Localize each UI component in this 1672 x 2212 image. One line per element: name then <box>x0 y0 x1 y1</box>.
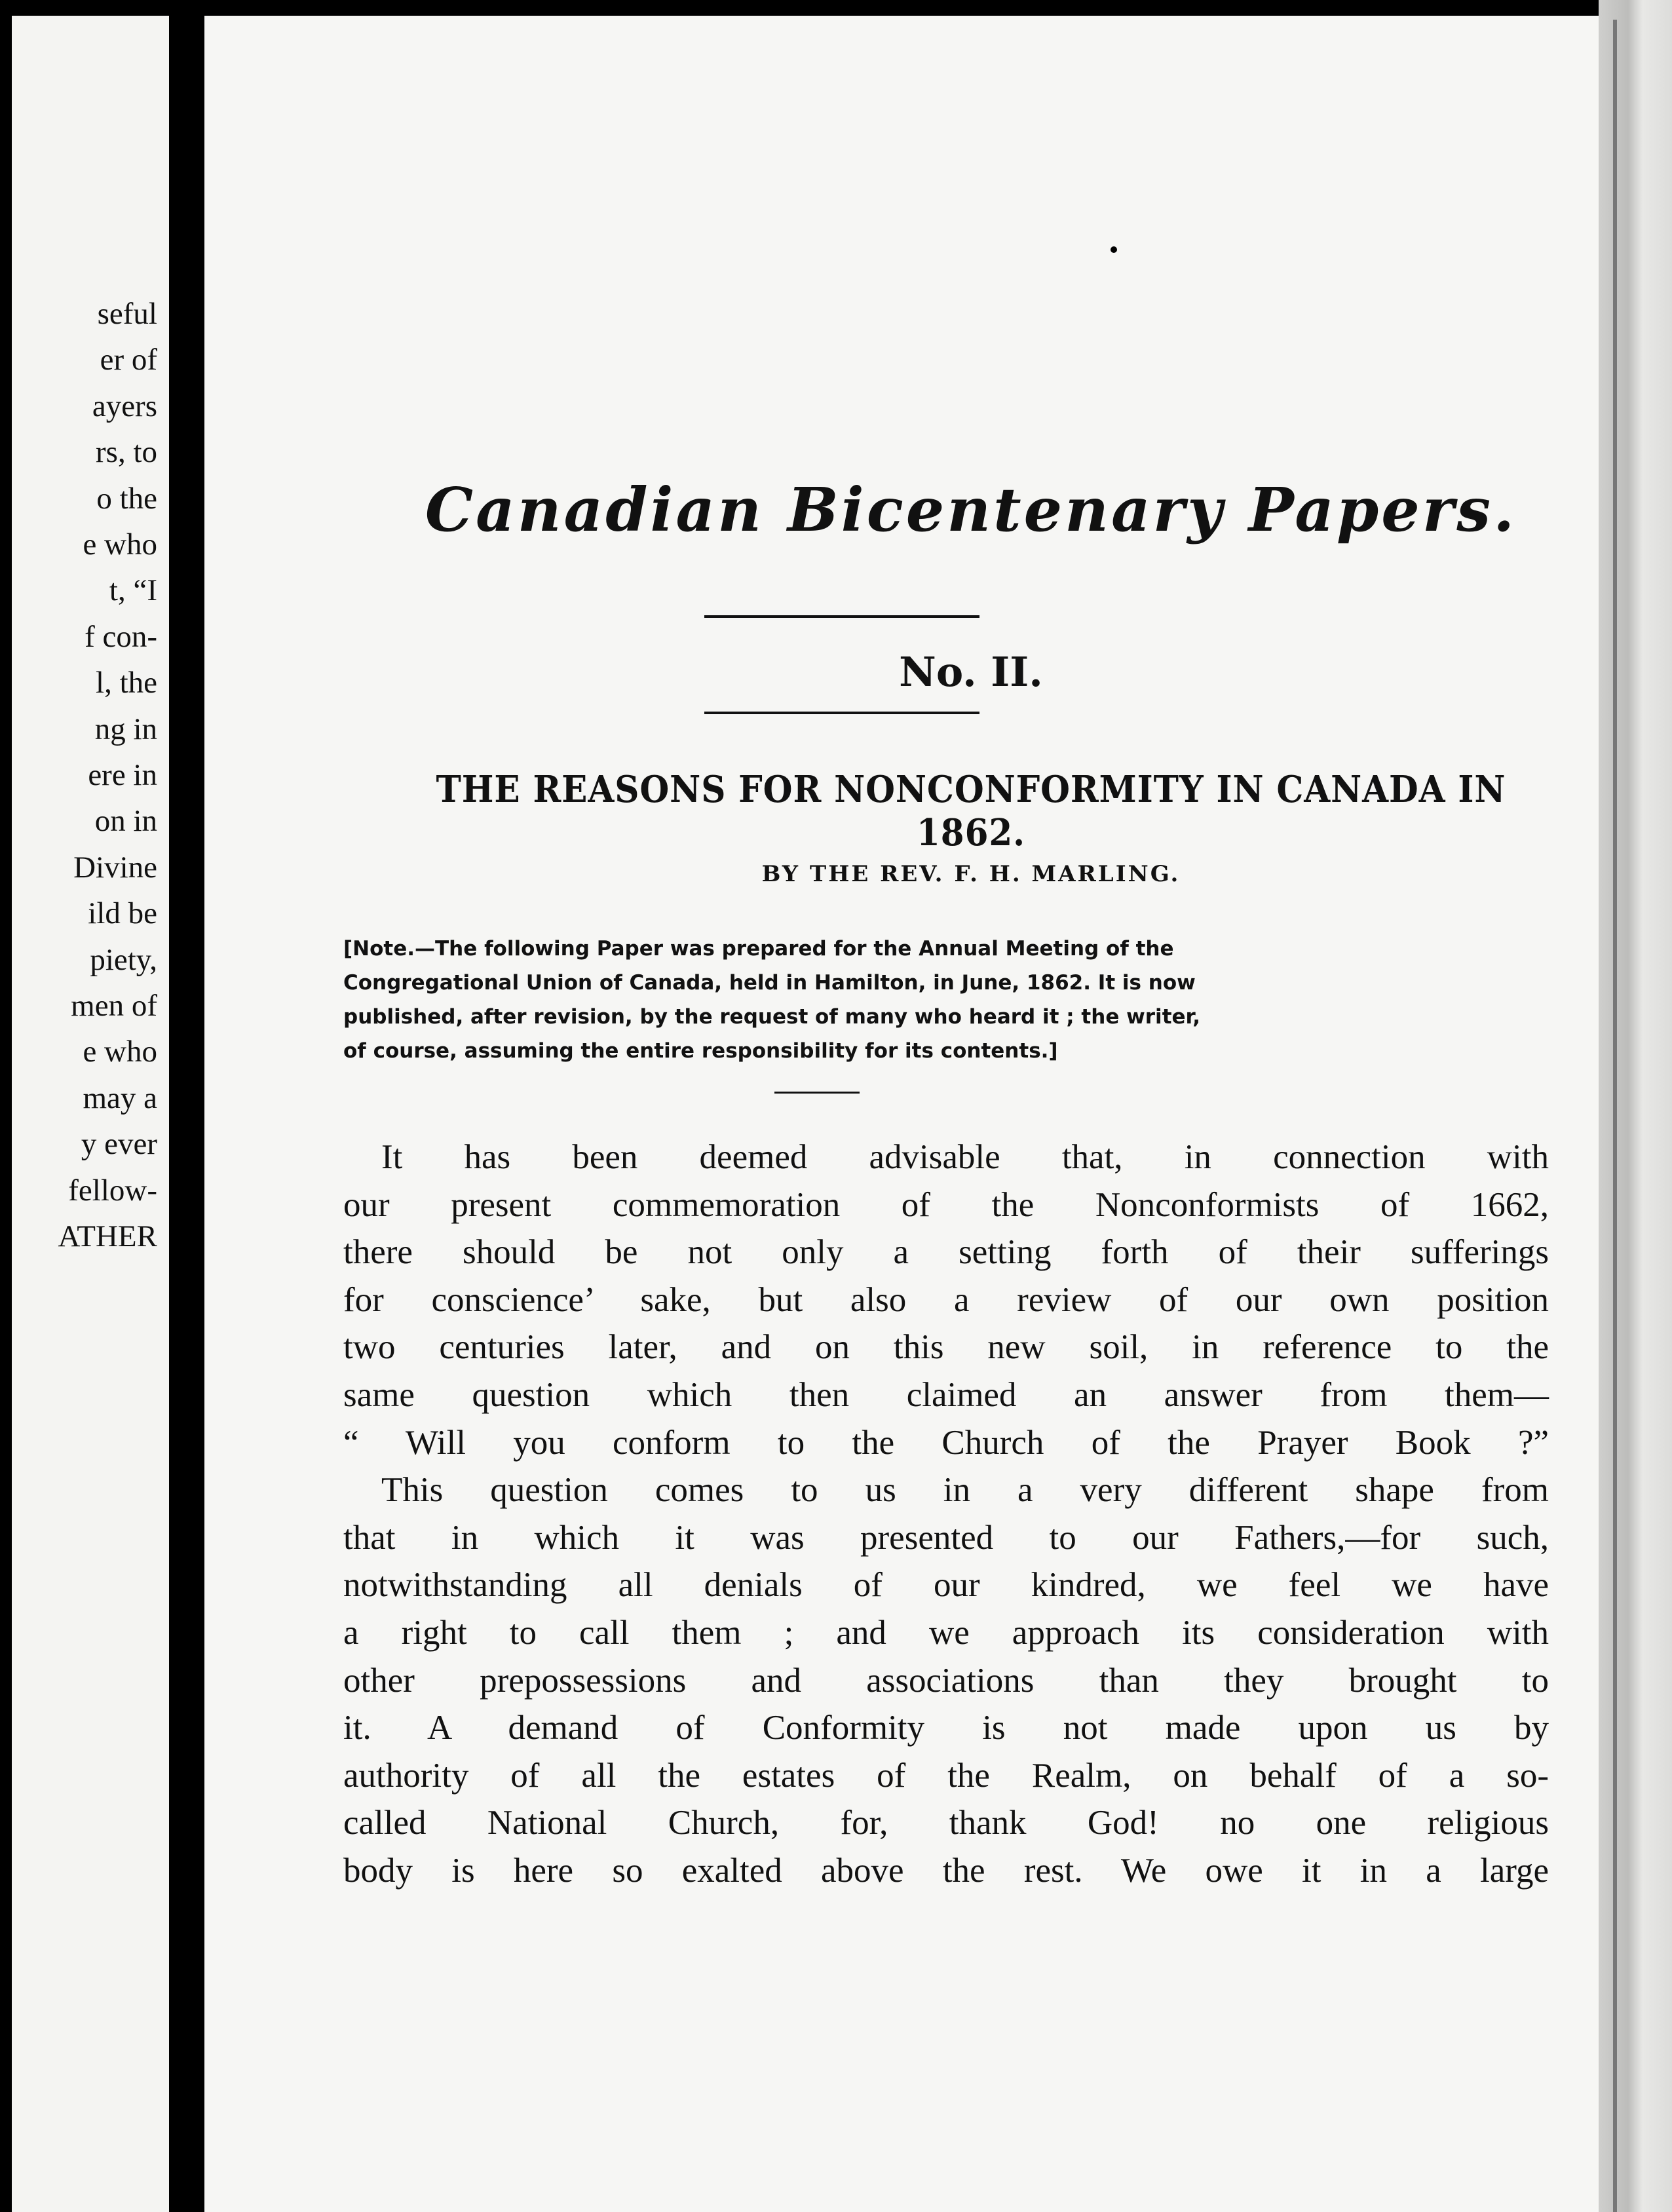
body-line: for conscience’ sake, but also a review of our own position <box>343 1280 1549 1319</box>
body-line: same question which then claimed an answer from them— <box>343 1375 1549 1414</box>
left-page-line: f con- <box>85 619 157 654</box>
body-line: notwithstanding all denials of our kindred, we feel we have <box>343 1566 1549 1605</box>
body-text <box>343 1134 1549 1895</box>
left-page-line: rs, to <box>96 435 157 470</box>
body-line: It has been deemed advisable that, in connection with <box>381 1138 1549 1176</box>
body-line: there should be not only a setting forth of their sufferings <box>343 1233 1549 1272</box>
left-page-line: seful <box>97 297 157 331</box>
body-line: authority of all the estates of the Realm, on behalf of a so- <box>343 1756 1549 1795</box>
left-facing-page <box>12 16 169 2212</box>
page-edge <box>1599 0 1672 2212</box>
left-page-line: y ever <box>81 1127 157 1162</box>
body-line: other prepossessions and associations than they brought to <box>343 1661 1549 1700</box>
left-page-line: may a <box>83 1080 157 1115</box>
left-page-line: t, “I <box>109 573 157 608</box>
paper-title: THE REASONS FOR NONCONFORMITY IN CANADA IN 1862. <box>436 768 1506 854</box>
body-line: “ Will you conform to the Church of the Prayer Book ?” <box>343 1423 1549 1462</box>
scan-border-top <box>0 0 1672 16</box>
left-page-line: Divine <box>73 850 157 885</box>
note-line: published, after revision, by the request of many who heard it ; the writer, <box>343 1005 1201 1029</box>
left-page-line: men of <box>71 989 157 1023</box>
left-page-line: fellow- <box>68 1173 157 1208</box>
body-line: that in which it was presented to our Fathers,—for such, <box>343 1518 1549 1557</box>
main-page <box>204 16 1626 2212</box>
page-edge-line <box>1613 20 1617 2212</box>
book-gutter <box>169 0 204 2212</box>
paper-number: No. II. <box>899 648 1043 696</box>
left-page-line: ere in <box>88 758 157 792</box>
body-line: This question comes to us in a very different shape from <box>381 1471 1549 1510</box>
left-page-line: e who <box>83 1035 157 1069</box>
left-page-line: ng in <box>94 712 157 746</box>
body-line: two centuries later, and on this new soil, in reference to the <box>343 1328 1549 1367</box>
left-page-line: er of <box>100 343 157 377</box>
left-page-line: ild be <box>88 896 157 931</box>
body-line: it. A demand of Conformity is not made upon us by <box>343 1709 1549 1747</box>
body-line: our present commemoration of the Nonconformists of 1662, <box>343 1185 1549 1224</box>
note-line: Congregational Union of Canada, held in Hamilton, in June, 1862. It is now <box>343 971 1196 995</box>
rule-top <box>704 615 979 618</box>
left-page-line: e who <box>83 527 157 562</box>
series-title: Canadian Bicentenary Papers. <box>425 474 1517 545</box>
section-rule <box>774 1092 860 1094</box>
note-line: [Note.—The following Paper was prepared for the Annual Meeting of the <box>343 937 1174 961</box>
rule-bottom <box>704 712 979 714</box>
left-page-line: ATHER <box>58 1219 157 1253</box>
scan-border-left <box>0 0 12 2212</box>
note-line: of course, assuming the entire responsibility for its contents.] <box>343 1039 1058 1063</box>
left-page-line: ayers <box>92 389 157 423</box>
left-page-line: l, the <box>96 666 157 700</box>
editorial-note <box>343 932 1549 1068</box>
print-speck <box>1111 246 1117 253</box>
body-line: body is here so exalted above the rest. We owe it in a large <box>343 1851 1549 1890</box>
left-page-line: piety, <box>90 942 157 977</box>
byline: BY THE REV. F. H. MARLING. <box>761 861 1181 887</box>
body-line: called National Church, for, thank God! no one religious <box>343 1804 1549 1842</box>
left-page-line: on in <box>94 804 157 839</box>
body-line: a right to call them ; and we approach its consideration with <box>343 1613 1549 1652</box>
left-page-line: o the <box>96 481 157 516</box>
